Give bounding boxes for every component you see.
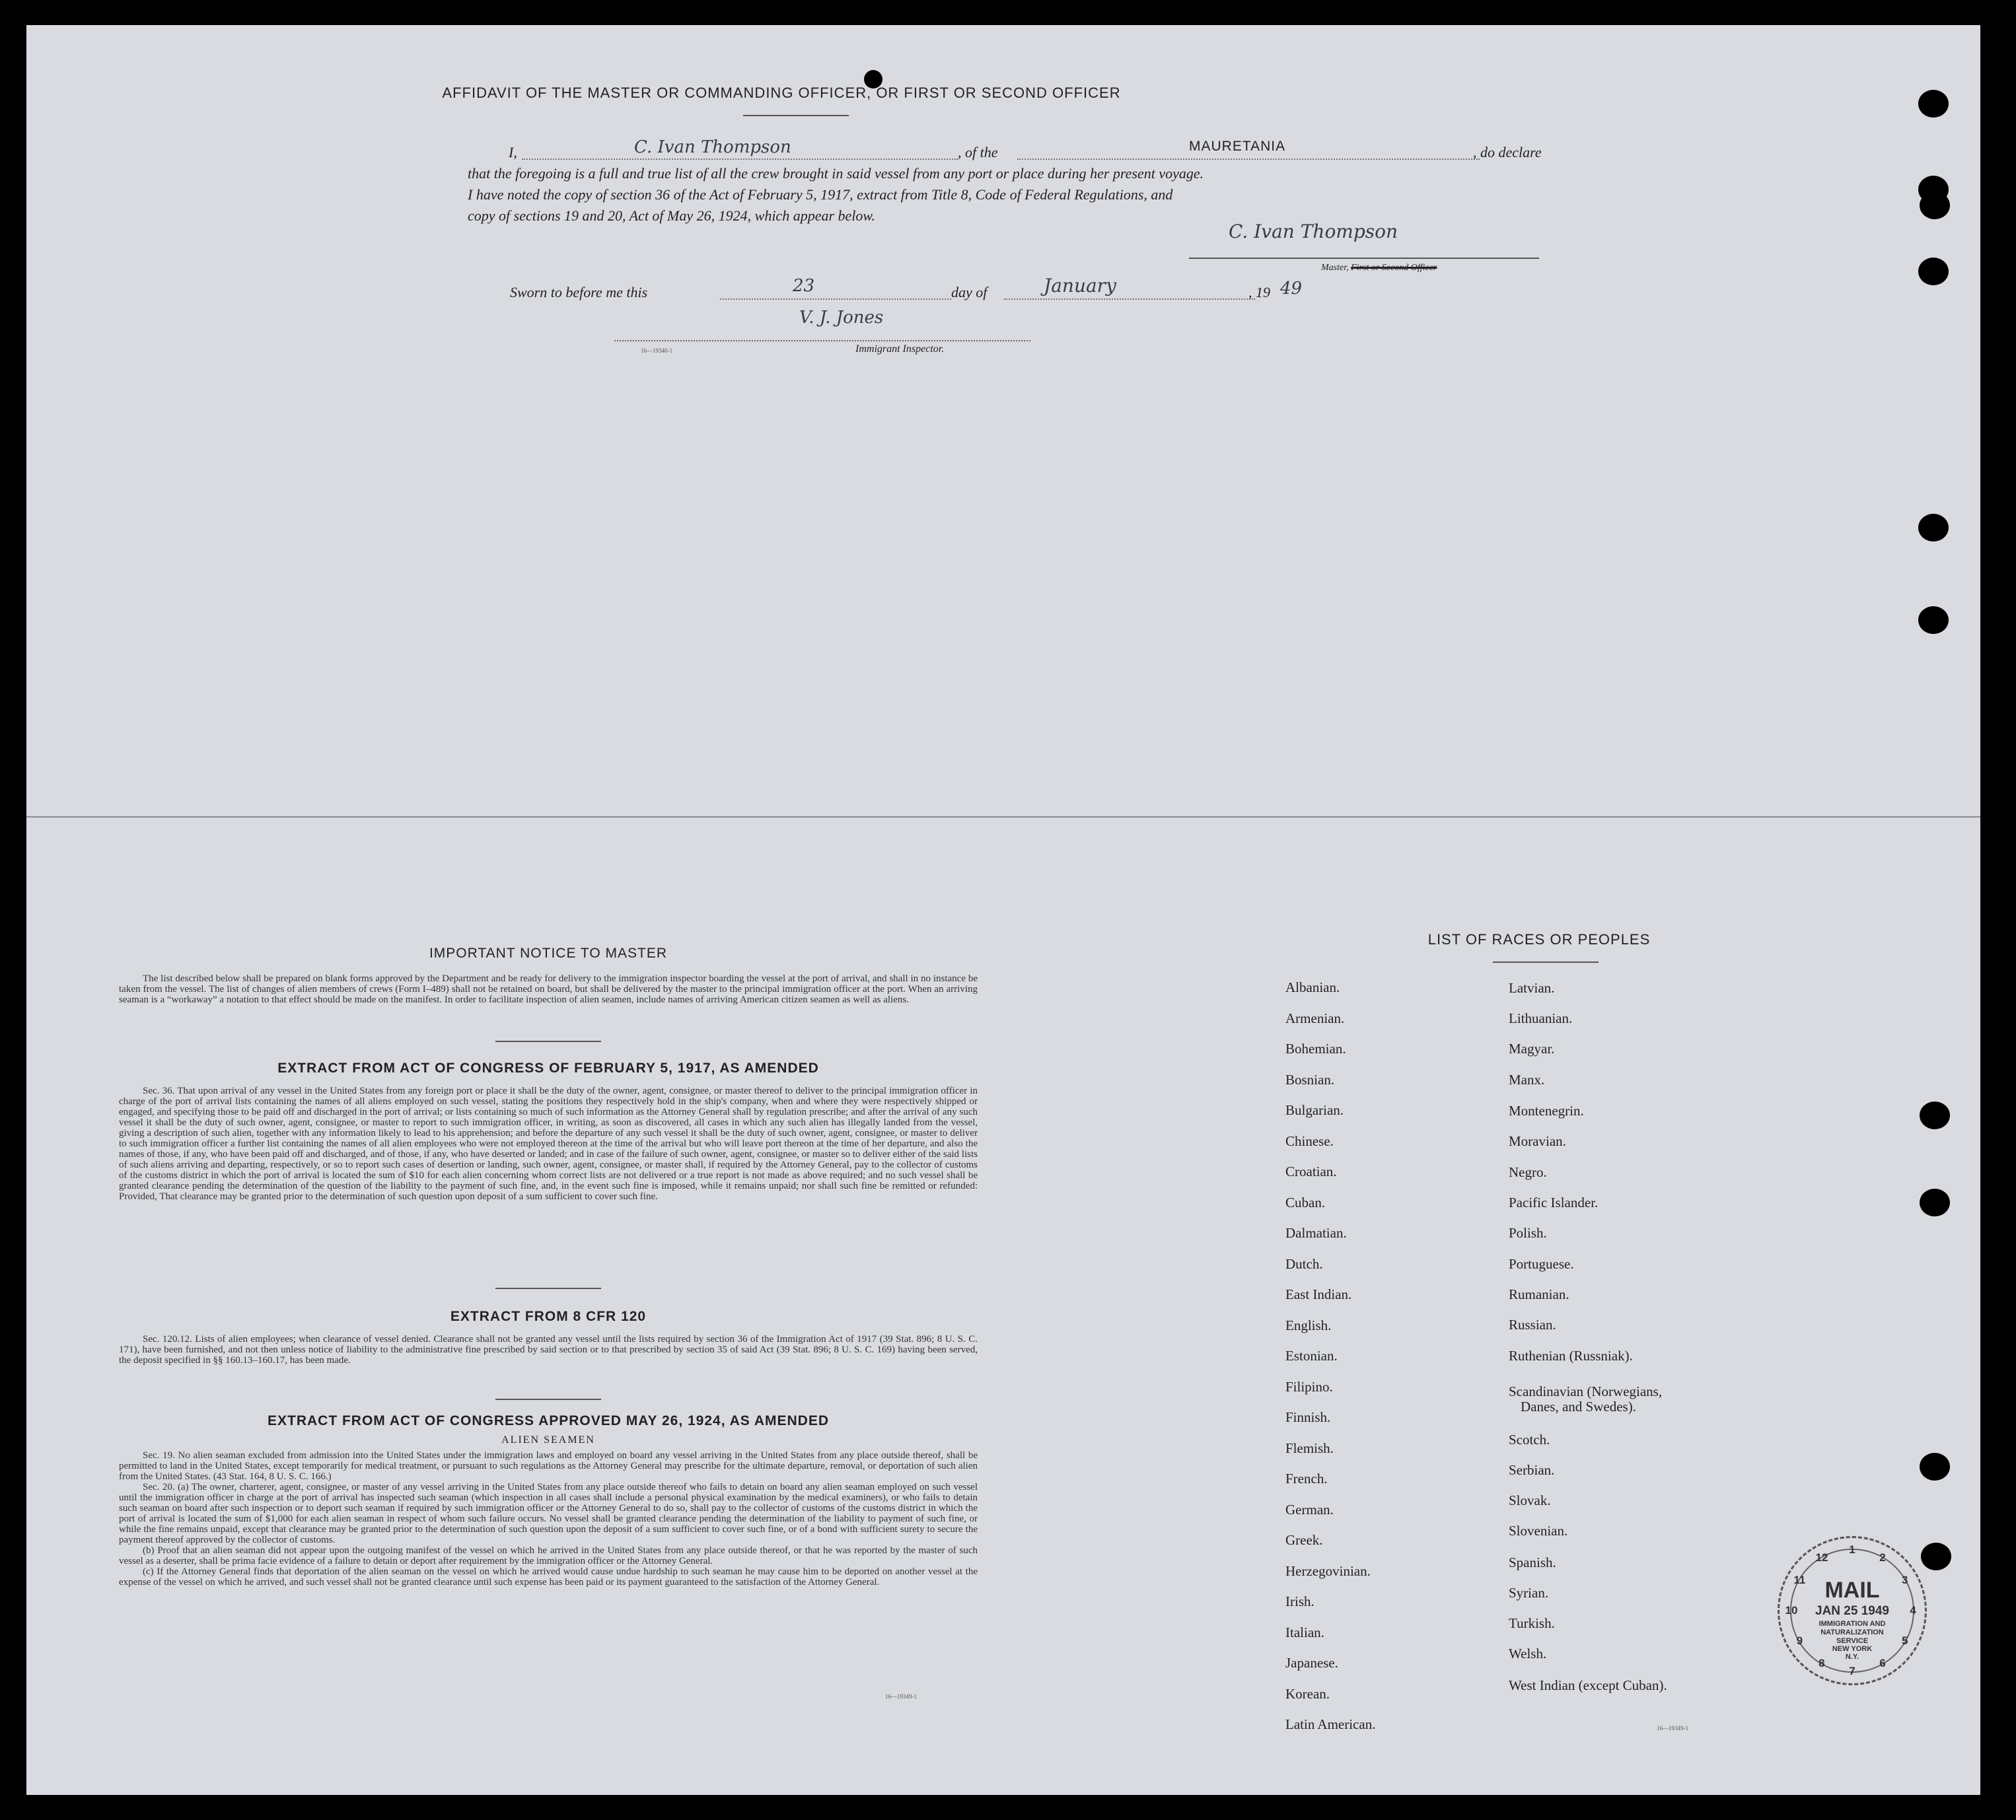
race-item: Irish. bbox=[1285, 1593, 1314, 1609]
race-item: Russian. bbox=[1509, 1317, 1556, 1333]
sworn-year: 49 bbox=[1280, 279, 1303, 298]
punch-hole bbox=[1918, 514, 1949, 542]
stamp-ring-number: 9 bbox=[1796, 1634, 1803, 1647]
stamp-line1: IMMIGRATION AND bbox=[1818, 1620, 1886, 1628]
stamp-ring-number: 10 bbox=[1785, 1604, 1798, 1617]
race-item: Negro. bbox=[1509, 1164, 1547, 1180]
race-item: Ruthenian (Russniak). bbox=[1509, 1348, 1633, 1364]
race-item: Bosnian. bbox=[1285, 1071, 1335, 1088]
race-item: Dalmatian. bbox=[1285, 1225, 1347, 1241]
extract2-paragraph: Sec. 120.12. Lists of alien employees; when clearance of vessel denied. Clearance shall not be granted any vessel until the lists required by section 36 of the Immigration Act of 1917 (39 Stat. 896; 8 U. S. C. 171), have been furnished, and not then unless notice of liability to the administrative fine prescribed by said section or to that prescribed by section 35 of said Act (39 Stat. 896; 8 U. S. C. 169) having been served, the deposit specified in §§ 160.13–160.17, has been made. bbox=[119, 1334, 978, 1366]
divider bbox=[495, 1399, 601, 1400]
punch-hole bbox=[1920, 1453, 1950, 1481]
punch-hole bbox=[1918, 258, 1949, 285]
vessel-name: MAURETANIA bbox=[1189, 139, 1286, 154]
race-item: Moravian. bbox=[1509, 1133, 1566, 1149]
race-item: East Indian. bbox=[1285, 1286, 1352, 1302]
extract1-body bbox=[119, 1086, 978, 1202]
extract1-paragraph: Sec. 36. That upon arrival of any vessel in the United States from any foreign port or place it shall be the duty of the owner, agent, consignee, or master thereof to deliver to the principal immigration officer in charge of the port of arrival lists containing the names of all aliens employed on such vessel, stating the positions they respectively hold in the ship's company, when and where they were respectively shipped or engaged, and specifying those to be paid off and discharged in the port of arrival; or lists containing so much of such information as the Attorney General shall by regulation prescribe; and after the arrival of any such vessel it shall be the duty of such owner, agent, consignee, or master to report to such immigration officer, in writing, as soon as discovered, all cases in which any such alien has illegally landed from the vessel, giving a description of such alien, together with any information likely to lead to his apprehension; and before the departure of any such vessel it shall be the duty of such owner, agent, consignee, or master to deliver to such immigration officer a further list containing the names of all alien employees who were not employed thereon at the time of the arrival but who will leave port thereon at the time of her departure, and also the names of those, if any, who have been paid off and discharged, and of those, if any, who have deserted or landed; and in case of the failure of such owner, agent, consignee, or master so to deliver either of the said lists of such aliens arriving and departing, respectively, or so to report such cases of desertion or landing, such owner, agent, consignee, or master shall, if required by the Attorney General, pay to the collector of customs of the customs district in which the port of arrival is located the sum of $10 for each alien concerning whom correct lists are not delivered or a true report is not made as above required; and no such vessel shall be granted clearance pending the determination of the question of the liability to the payment of such fine, and, in the event such fine is imposed, while it remains unpaid; nor shall such fine be remitted or refunded: Provided, That clearance may be granted prior to the determination of such question upon deposit of a sum sufficient to cover such fine. bbox=[119, 1086, 978, 1202]
extract1-title: EXTRACT FROM ACT OF CONGRESS OF FEBRUARY 5, 1917, AS AMENDED bbox=[277, 1061, 819, 1076]
affidavit-form-number: 16—19340-1 bbox=[641, 347, 672, 354]
race-item: Manx. bbox=[1509, 1072, 1545, 1088]
sworn-day: 23 bbox=[793, 276, 815, 296]
race-item: Syrian. bbox=[1509, 1585, 1549, 1601]
punch-hole bbox=[1920, 1102, 1950, 1129]
race-item: Polish. bbox=[1509, 1225, 1547, 1241]
race-item: Chinese. bbox=[1285, 1133, 1334, 1149]
race-item: Magyar. bbox=[1509, 1041, 1555, 1057]
stamp-line5: N.Y. bbox=[1845, 1653, 1859, 1661]
name-blank bbox=[522, 158, 958, 160]
race-item: Latvian. bbox=[1509, 980, 1555, 996]
extract2-title: EXTRACT FROM 8 CFR 120 bbox=[450, 1309, 647, 1324]
divider bbox=[495, 1041, 601, 1042]
punch-hole bbox=[1918, 606, 1949, 634]
affidavit-title: AFFIDAVIT OF THE MASTER OR COMMANDING OFFICER, OR FIRST OR SECOND OFFICER bbox=[442, 85, 1121, 101]
stamp-date: JAN 25 1949 bbox=[1815, 1604, 1889, 1618]
sworn-day-blank bbox=[720, 298, 951, 300]
races-title-underline bbox=[1493, 962, 1599, 963]
race-item: Italian. bbox=[1285, 1624, 1324, 1640]
stamp-ring-number: 11 bbox=[1793, 1574, 1806, 1586]
stamp-ring-number: 6 bbox=[1879, 1656, 1886, 1669]
race-item: Latin American. bbox=[1285, 1716, 1376, 1732]
race-item: Greek. bbox=[1285, 1532, 1323, 1548]
stamp-line4: NEW YORK bbox=[1832, 1645, 1873, 1653]
inspector-line bbox=[614, 340, 1030, 341]
extract3-sec20a: Sec. 20. (a) The owner, charterer, agent, consignee, or master of any vessel arriving in the United States from any place outside thereof who fails to detain on board any alien seaman employed on such vessel until the immigration officer in charge at the port of arrival has inspected such seaman (which inspection in all cases shall include a personal physical examination by the medical examiners), or who fails to detain such seaman on board after such inspection or to deport such seaman if required by such immigration officer or the Attorney General to do so, shall pay to the collector of customs of the customs district in which the port of arrival is located the sum of $1,000 for each alien seaman in respect of whom such failure occurs. No vessel shall be granted clearance pending the determination of the liability to payment of such fine, or while the fine remains unpaid, except that clearance may be granted prior to the determination of such question upon the deposit of a sum sufficient to cover such fine, or of a bond with sufficient surety to secure the payment thereof approved by the collector of customs. bbox=[119, 1482, 978, 1545]
race-item: Flemish. bbox=[1285, 1440, 1334, 1456]
affidavit-line4: copy of sections 19 and 20, Act of May 26, 1924, which appear below. bbox=[468, 207, 875, 224]
title-underline bbox=[743, 115, 849, 116]
affidavit-line1-suffix: , do declare bbox=[1473, 144, 1542, 160]
vessel-blank bbox=[1017, 158, 1480, 160]
race-item: Slovenian. bbox=[1509, 1523, 1568, 1539]
extract3-body bbox=[119, 1450, 978, 1588]
race-item: Serbian. bbox=[1509, 1462, 1555, 1478]
race-item: Scotch. bbox=[1509, 1432, 1550, 1448]
extract3-sec20c: (c) If the Attorney General finds that deportation of the alien seaman on the vessel on which he arrived would cause undue hardship to such seaman he may cause him to be deported on another vessel at the expense of the vessel on which he arrived, and such vessel shall not be granted clearance until such expense has been paid or its payment guaranteed to the satisfaction of the Attorney General. bbox=[119, 1566, 978, 1588]
sworn-month: January bbox=[1044, 275, 1116, 297]
race-item: French. bbox=[1285, 1471, 1328, 1487]
stamp-ring-number: 1 bbox=[1849, 1543, 1855, 1556]
master-name-handwritten: C. Ivan Thompson bbox=[634, 137, 791, 157]
extract3-sec19: Sec. 19. No alien seaman excluded from admission into the United States under the immigration laws and employed on board any vessel arriving in the United States from any place outside thereof, shall be permitted to land in the United States, except temporarily for medical treatment, or pursuant to such regulations as the Attorney General may prescribe for the ultimate departure, removal, or deportation of such alien from the United States. (43 Stat. 164, 8 U. S. C. 166.) bbox=[119, 1450, 978, 1482]
stamp-ring-number: 3 bbox=[1901, 1574, 1908, 1586]
stamp-ring-number: 4 bbox=[1910, 1604, 1916, 1617]
page-fold bbox=[26, 816, 1980, 818]
race-item: Japanese. bbox=[1285, 1655, 1338, 1671]
inspector-signature: V. J. Jones bbox=[799, 308, 884, 328]
punch-hole bbox=[1921, 1543, 1951, 1570]
race-item: Estonian. bbox=[1285, 1348, 1338, 1364]
race-item: Scandinavian (Norwegians, bbox=[1509, 1383, 1663, 1399]
races-form-number: 16—19349-1 bbox=[1657, 1725, 1688, 1732]
race-item: West Indian (except Cuban). bbox=[1509, 1677, 1667, 1693]
master-signature: C. Ivan Thompson bbox=[1229, 221, 1398, 242]
mail-date-stamp bbox=[1778, 1536, 1927, 1685]
affidavit-line2: that the foregoing is a full and true list of all the crew brought in said vessel from any port or place during her present voyage. bbox=[468, 165, 1204, 182]
race-item: Welsh. bbox=[1509, 1646, 1547, 1662]
stamp-mail-word: MAIL bbox=[1824, 1578, 1880, 1603]
stamp-ring-number: 12 bbox=[1815, 1551, 1828, 1564]
race-item: Herzegovinian. bbox=[1285, 1562, 1371, 1579]
manifest-page bbox=[26, 25, 1980, 1795]
master-caption bbox=[1321, 263, 1437, 273]
race-item: Pacific Islander. bbox=[1509, 1195, 1599, 1210]
race-item: Cuban. bbox=[1285, 1194, 1326, 1210]
stamp-line3: SERVICE bbox=[1836, 1637, 1869, 1645]
notice-title: IMPORTANT NOTICE TO MASTER bbox=[429, 946, 668, 961]
affidavit-line1-of: , of the bbox=[958, 144, 998, 160]
divider bbox=[495, 1288, 601, 1289]
affidavit-line3: I have noted the copy of section 36 of the Act of February 5, 1917, extract from Title 8, Code of Federal Regulations, and bbox=[468, 186, 1173, 203]
master-caption-text: Master, bbox=[1321, 263, 1349, 273]
race-item: Turkish. bbox=[1509, 1615, 1555, 1631]
race-item: Lithuanian. bbox=[1509, 1010, 1573, 1026]
race-item: Finnish. bbox=[1285, 1409, 1331, 1425]
sworn-dayof: day of bbox=[951, 284, 988, 300]
stamp-line2: NATURALIZATION bbox=[1820, 1628, 1884, 1636]
race-item: English. bbox=[1285, 1317, 1332, 1333]
stamp-ring-number: 7 bbox=[1849, 1665, 1855, 1677]
race-item: Spanish. bbox=[1509, 1555, 1556, 1570]
race-item: Croatian. bbox=[1285, 1164, 1337, 1179]
sworn-year-prefix: , 19 bbox=[1248, 284, 1270, 300]
punch-hole bbox=[1918, 90, 1949, 118]
punch-hole bbox=[1920, 1189, 1950, 1216]
extract3-sec20b: (b) Proof that an alien seaman did not appear upon the outgoing manifest of the vessel on which he arrived in the United States from any place outside thereof, or that he was reported by the master of such vessel as a deserter, shall be prima facie evidence of a failure to detain or deport after requirement by the immigration officer or the Attorney General. bbox=[119, 1545, 978, 1566]
extract3-title: EXTRACT FROM ACT OF CONGRESS APPROVED MAY 26, 1924, AS AMENDED bbox=[267, 1413, 830, 1428]
race-item: Portuguese. bbox=[1509, 1256, 1574, 1272]
race-item: Rumanian. bbox=[1509, 1286, 1569, 1302]
extract2-body bbox=[119, 1334, 978, 1366]
stamp-ring-number: 5 bbox=[1901, 1634, 1908, 1647]
punch-hole bbox=[1920, 192, 1950, 219]
race-item: Bohemian. bbox=[1285, 1041, 1346, 1057]
signature-line bbox=[1189, 258, 1539, 259]
affidavit-line1-prefix: I, bbox=[509, 144, 517, 160]
master-caption-struck: First or Second Officer bbox=[1351, 263, 1437, 273]
notice-body bbox=[119, 973, 978, 1005]
race-item: Armenian. bbox=[1285, 1010, 1345, 1026]
stamp-ring-number: 8 bbox=[1818, 1656, 1825, 1669]
race-item: Korean. bbox=[1285, 1685, 1330, 1702]
race-item: Danes, and Swedes). bbox=[1521, 1399, 1636, 1415]
race-item: Slovak. bbox=[1509, 1492, 1551, 1508]
sworn-prefix: Sworn to before me this bbox=[510, 284, 648, 300]
stamp-ring-number: 2 bbox=[1879, 1551, 1886, 1564]
inspector-caption: Immigrant Inspector. bbox=[855, 343, 945, 355]
race-item: Albanian. bbox=[1285, 979, 1340, 995]
race-item: Montenegrin. bbox=[1509, 1103, 1584, 1119]
notice-form-number: 16—19349-1 bbox=[885, 1693, 917, 1700]
sworn-month-blank bbox=[1004, 298, 1255, 300]
race-item: Bulgarian. bbox=[1285, 1102, 1344, 1118]
race-item: German. bbox=[1285, 1501, 1334, 1518]
race-item: Dutch. bbox=[1285, 1255, 1323, 1272]
races-title: LIST OF RACES OR PEOPLES bbox=[1427, 931, 1651, 948]
notice-paragraph: The list described below shall be prepared on blank forms approved by the Department and be ready for delivery to the immigration inspector boarding the vessel at the port of arrival, and shall in no instance be taken from the vessel. The list of changes of alien members of crews (Form I–489) shall not be retained on board, but shall be delivered by the master to the principal immigration officer at the port. When an arriving seaman is a “workaway” a notation to that effect should be made on the manifest. In order to facilitate inspection of alien seamen, include names of arriving American citizen seamen as well as aliens. bbox=[119, 973, 978, 1005]
race-item: Filipino. bbox=[1285, 1378, 1333, 1395]
extract3-subtitle: ALIEN SEAMEN bbox=[501, 1434, 595, 1446]
